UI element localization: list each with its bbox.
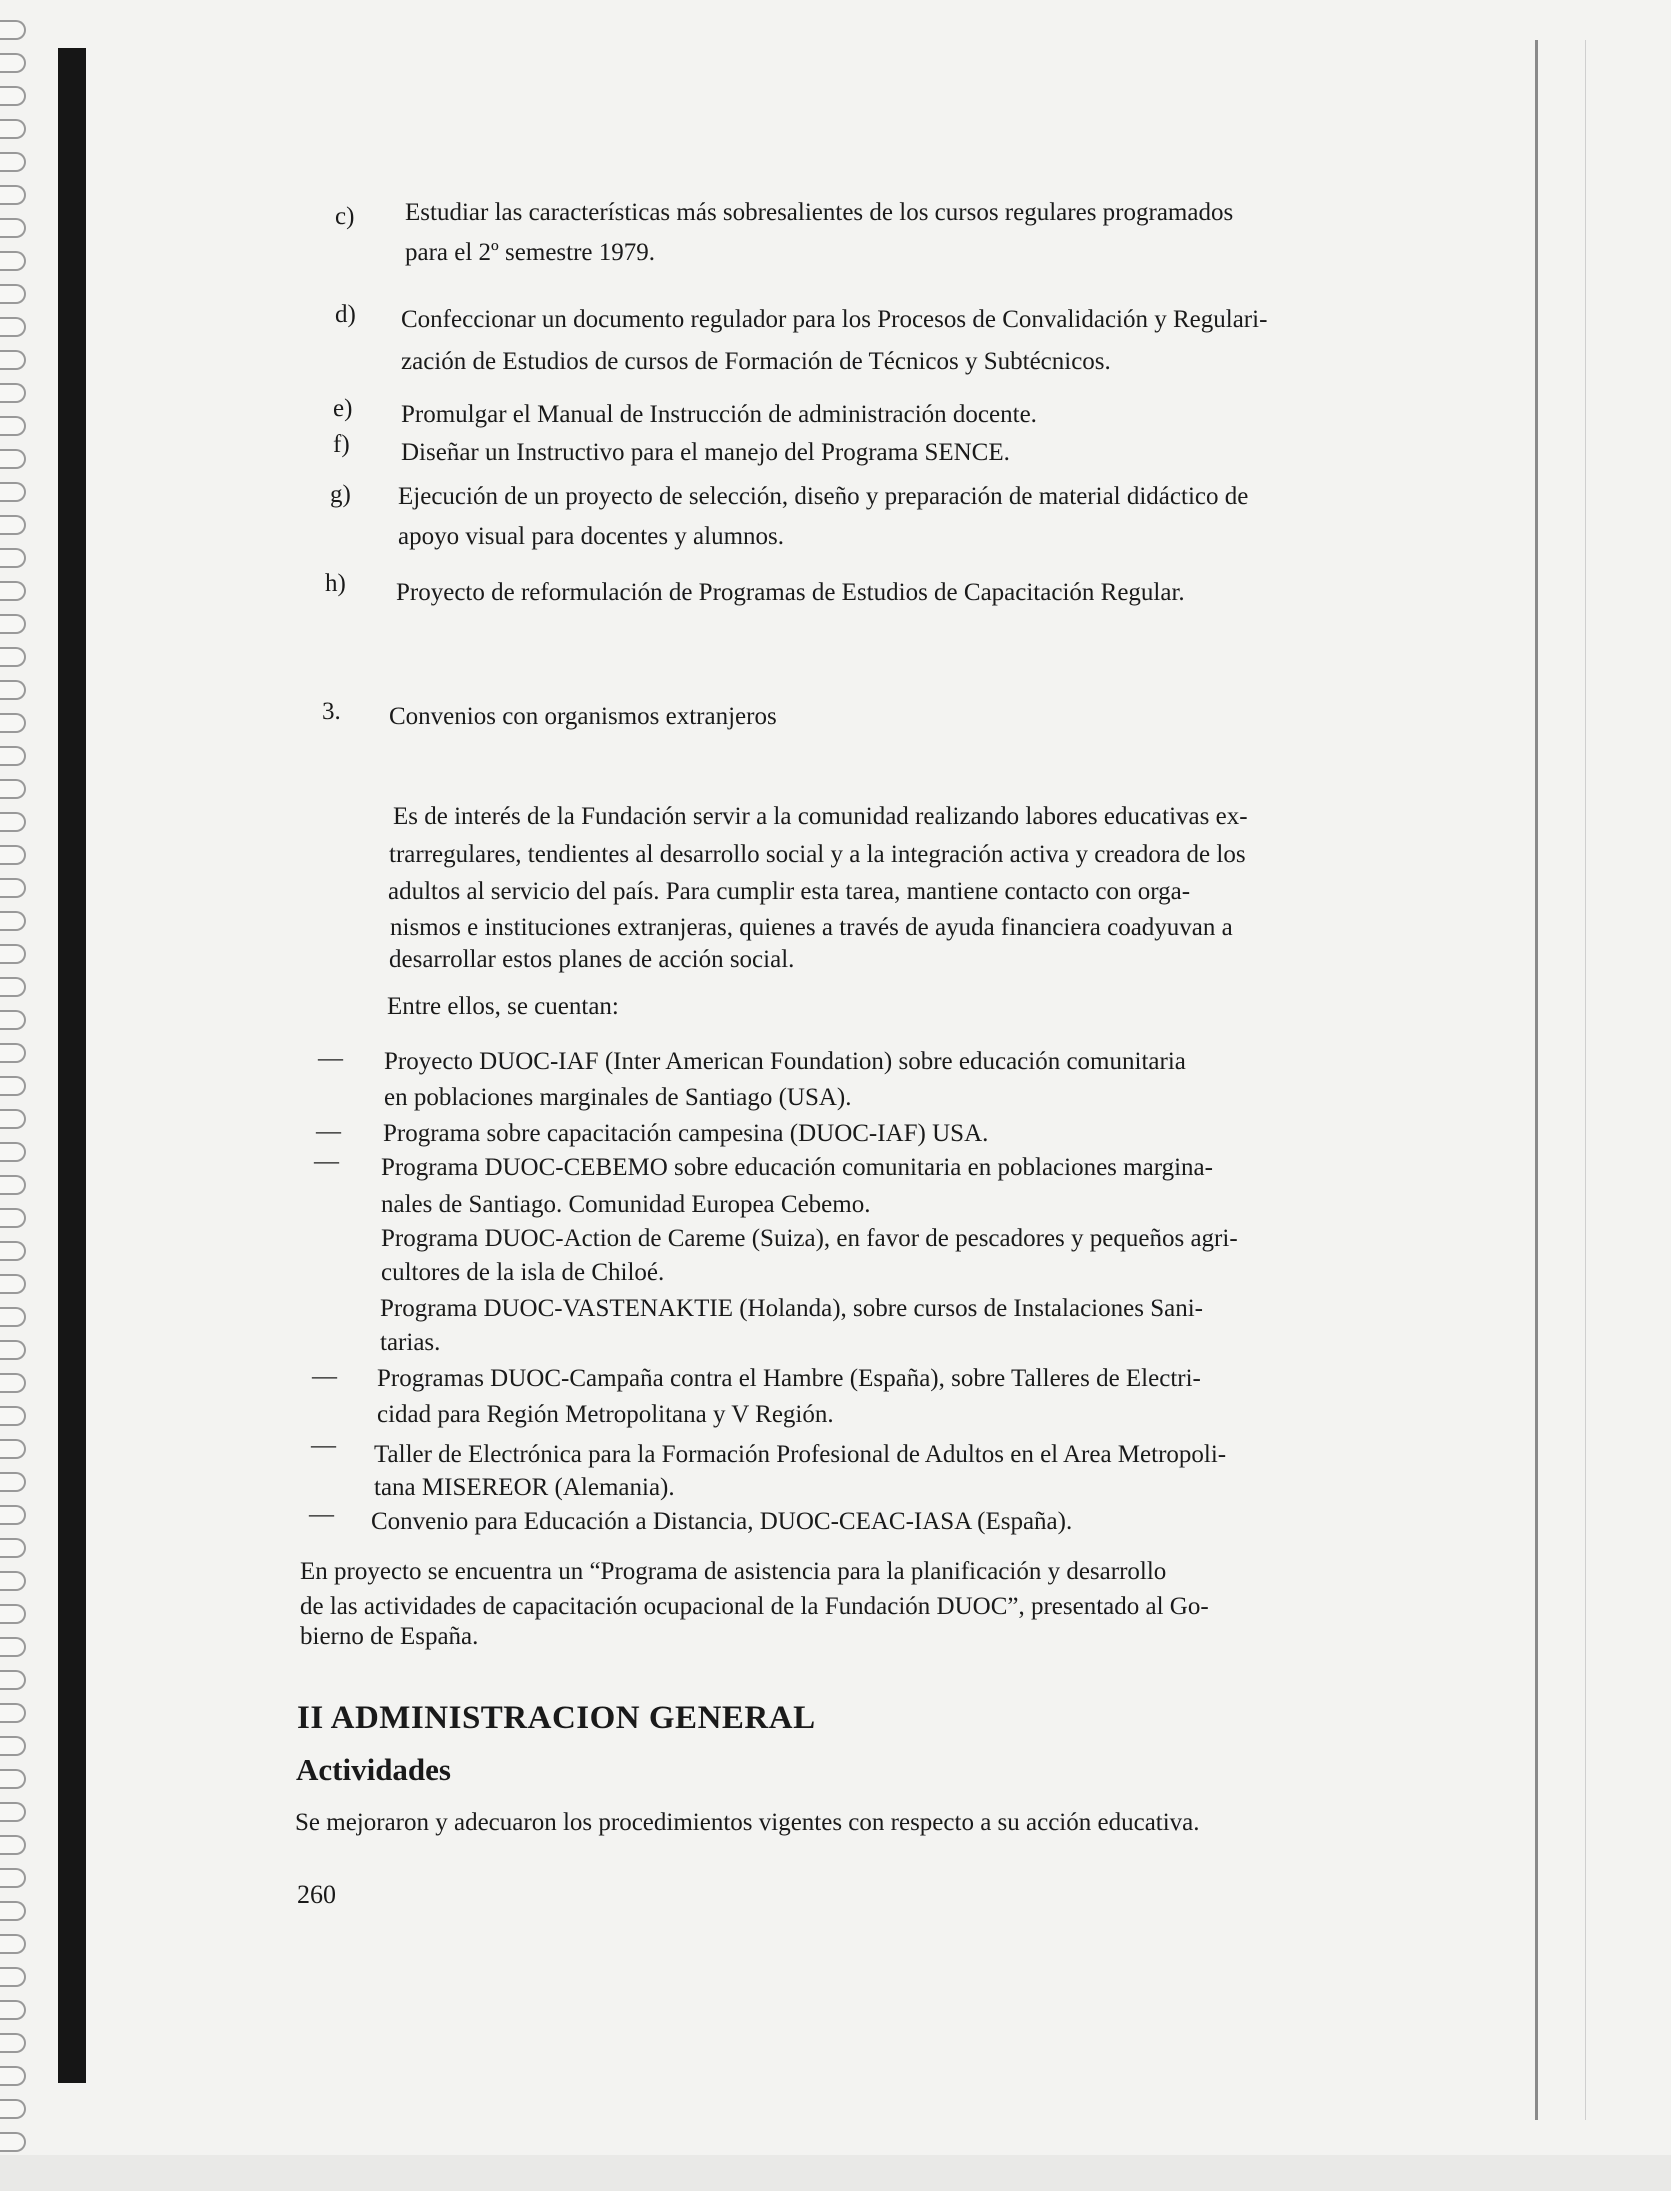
binding-ring bbox=[0, 581, 26, 601]
bullet-dash: — bbox=[316, 1118, 341, 1145]
section-title: Convenios con organismos extranjeros bbox=[389, 703, 777, 730]
binding-ring bbox=[0, 1439, 26, 1459]
binding-ring bbox=[0, 1274, 26, 1294]
bullet-dash: — bbox=[314, 1148, 339, 1175]
bullet-dash: — bbox=[311, 1432, 336, 1459]
binding-ring bbox=[0, 1340, 26, 1360]
item-text: apoyo visual para docentes y alumnos. bbox=[398, 523, 785, 550]
intro-line: nismos e instituciones extranjeras, quienes a través de ayuda financiera coadyuvan a bbox=[390, 914, 1233, 941]
bullet-text: tarias. bbox=[380, 1329, 441, 1356]
binding-ring bbox=[0, 614, 26, 634]
binding-ring bbox=[0, 1736, 26, 1756]
item-label: h) bbox=[325, 570, 346, 597]
bullet-text: Programa DUOC-Action de Careme (Suiza), en favor de pescadores y pequeños agri- bbox=[381, 1225, 1238, 1252]
binding-ring bbox=[0, 1109, 26, 1129]
binding-ring bbox=[0, 2033, 26, 2053]
binding-ring bbox=[0, 1505, 26, 1525]
bullet-text: Programa DUOC-CEBEMO sobre educación comunitaria en poblaciones margina- bbox=[381, 1154, 1213, 1181]
binding-ring bbox=[0, 515, 26, 535]
intro-line: trarregulares, tendientes al desarrollo social y a la integración activa y creadora de los bbox=[389, 841, 1246, 868]
binding-ring bbox=[0, 2000, 26, 2020]
bullet-text: Programa sobre capacitación campesina (DUOC-IAF) USA. bbox=[383, 1120, 989, 1147]
item-text: Ejecución de un proyecto de selección, diseño y preparación de material didáctico de bbox=[398, 483, 1249, 510]
spiral-binding bbox=[0, 20, 34, 2170]
binding-ring bbox=[0, 416, 26, 436]
bullet-text: Taller de Electrónica para la Formación Profesional de Adultos en el Area Metropoli- bbox=[374, 1441, 1227, 1468]
bullet-text: tana MISEREOR (Alemania). bbox=[374, 1474, 675, 1501]
intro-line: adultos al servicio del país. Para cumplir esta tarea, mantiene contacto con orga- bbox=[388, 878, 1191, 905]
item-text: para el 2º semestre 1979. bbox=[405, 239, 656, 266]
binding-ring bbox=[0, 251, 26, 271]
binding-ring bbox=[0, 53, 26, 73]
binding-ring bbox=[0, 350, 26, 370]
bullet-text: en poblaciones marginales de Santiago (USA). bbox=[384, 1084, 852, 1111]
item-label: d) bbox=[335, 301, 356, 328]
binding-ring bbox=[0, 1670, 26, 1690]
binding-ring bbox=[0, 1967, 26, 1987]
item-label: e) bbox=[333, 395, 353, 422]
binding-ring bbox=[0, 1241, 26, 1261]
bullet-text: nales de Santiago. Comunidad Europea Cebemo. bbox=[381, 1191, 871, 1218]
binding-ring bbox=[0, 1307, 26, 1327]
binding-ring bbox=[0, 1901, 26, 1921]
item-text: Proyecto de reformulación de Programas de Estudios de Capacitación Regular. bbox=[396, 579, 1185, 606]
scan-bottom-strip bbox=[0, 2155, 1671, 2191]
binding-ring bbox=[0, 1373, 26, 1393]
among-line: Entre ellos, se cuentan: bbox=[387, 993, 619, 1020]
page-edge-line bbox=[1535, 40, 1538, 2120]
binding-ring bbox=[0, 86, 26, 106]
binding-ring bbox=[0, 2066, 26, 2086]
intro-line: desarrollar estos planes de acción social. bbox=[389, 946, 795, 973]
closing-line: En proyecto se encuentra un “Programa de asistencia para la planificación y desarrollo bbox=[300, 1558, 1167, 1585]
page-edge-line-faint bbox=[1585, 40, 1586, 2120]
item-text: zación de Estudios de cursos de Formación de Técnicos y Subtécnicos. bbox=[401, 348, 1111, 375]
item-text: Promulgar el Manual de Instrucción de administración docente. bbox=[401, 401, 1037, 428]
binding-ring bbox=[0, 680, 26, 700]
binding-ring bbox=[0, 713, 26, 733]
bullet-text: Proyecto DUOC-IAF (Inter American Foundation) sobre educación comunitaria bbox=[384, 1048, 1186, 1075]
closing-line: de las actividades de capacitación ocupacional de la Fundación DUOC”, presentado al Go- bbox=[300, 1593, 1209, 1620]
binding-ring bbox=[0, 746, 26, 766]
binding-ring bbox=[0, 911, 26, 931]
binding-ring bbox=[0, 449, 26, 469]
binding-ring bbox=[0, 779, 26, 799]
binding-ring bbox=[0, 647, 26, 667]
binding-ring bbox=[0, 1835, 26, 1855]
item-label: g) bbox=[330, 481, 351, 508]
binding-ring bbox=[0, 845, 26, 865]
binding-ring bbox=[0, 812, 26, 832]
body-text: Se mejoraron y adecuaron los procedimientos vigentes con respecto a su acción educativa. bbox=[295, 1809, 1200, 1836]
bullet-text: Programas DUOC-Campaña contra el Hambre (España), sobre Talleres de Electri- bbox=[377, 1365, 1201, 1392]
binding-ring bbox=[0, 185, 26, 205]
binding-ring bbox=[0, 1571, 26, 1591]
binding-ring bbox=[0, 284, 26, 304]
binding-ring bbox=[0, 383, 26, 403]
binding-ring bbox=[0, 1010, 26, 1030]
bullet-dash: — bbox=[309, 1501, 334, 1528]
item-text: Estudiar las características más sobresalientes de los cursos regulares programados bbox=[405, 199, 1234, 226]
binding-ring bbox=[0, 944, 26, 964]
binding-ring bbox=[0, 878, 26, 898]
binding-ring bbox=[0, 2132, 26, 2152]
scan-edge-bar bbox=[58, 48, 86, 2083]
binding-ring bbox=[0, 1538, 26, 1558]
binding-ring bbox=[0, 317, 26, 337]
intro-line: Es de interés de la Fundación servir a la comunidad realizando labores educativas ex- bbox=[393, 803, 1248, 830]
binding-ring bbox=[0, 482, 26, 502]
binding-ring bbox=[0, 152, 26, 172]
item-text: Confeccionar un documento regulador para los Procesos de Convalidación y Regulari- bbox=[401, 306, 1268, 333]
section-number: 3. bbox=[322, 698, 341, 725]
binding-ring bbox=[0, 1175, 26, 1195]
binding-ring bbox=[0, 119, 26, 139]
binding-ring bbox=[0, 1769, 26, 1789]
binding-ring bbox=[0, 1076, 26, 1096]
closing-line: bierno de España. bbox=[300, 1623, 479, 1650]
binding-ring bbox=[0, 2099, 26, 2119]
subsection-heading: Actividades bbox=[296, 1752, 451, 1787]
binding-ring bbox=[0, 1868, 26, 1888]
binding-ring bbox=[0, 1802, 26, 1822]
item-label: f) bbox=[333, 431, 350, 458]
binding-ring bbox=[0, 1208, 26, 1228]
binding-ring bbox=[0, 1604, 26, 1624]
binding-ring bbox=[0, 977, 26, 997]
binding-ring bbox=[0, 1703, 26, 1723]
bullet-dash: — bbox=[312, 1363, 337, 1390]
bullet-text: Programa DUOC-VASTENAKTIE (Holanda), sobre cursos de Instalaciones Sani- bbox=[380, 1295, 1203, 1322]
binding-ring bbox=[0, 1406, 26, 1426]
binding-ring bbox=[0, 20, 26, 40]
section-heading: II ADMINISTRACION GENERAL bbox=[297, 1700, 816, 1736]
binding-ring bbox=[0, 218, 26, 238]
bullet-text: cultores de la isla de Chiloé. bbox=[381, 1259, 665, 1286]
bullet-text: cidad para Región Metropolitana y V Región. bbox=[377, 1401, 834, 1428]
item-label: c) bbox=[335, 203, 355, 230]
binding-ring bbox=[0, 1043, 26, 1063]
binding-ring bbox=[0, 1637, 26, 1657]
bullet-text: Convenio para Educación a Distancia, DUOC-CEAC-IASA (España). bbox=[371, 1508, 1073, 1535]
binding-ring bbox=[0, 1142, 26, 1162]
item-text: Diseñar un Instructivo para el manejo del Programa SENCE. bbox=[401, 439, 1010, 466]
binding-ring bbox=[0, 548, 26, 568]
bullet-dash: — bbox=[318, 1045, 343, 1072]
page-number: 260 bbox=[297, 1880, 336, 1909]
binding-ring bbox=[0, 1934, 26, 1954]
binding-ring bbox=[0, 1472, 26, 1492]
